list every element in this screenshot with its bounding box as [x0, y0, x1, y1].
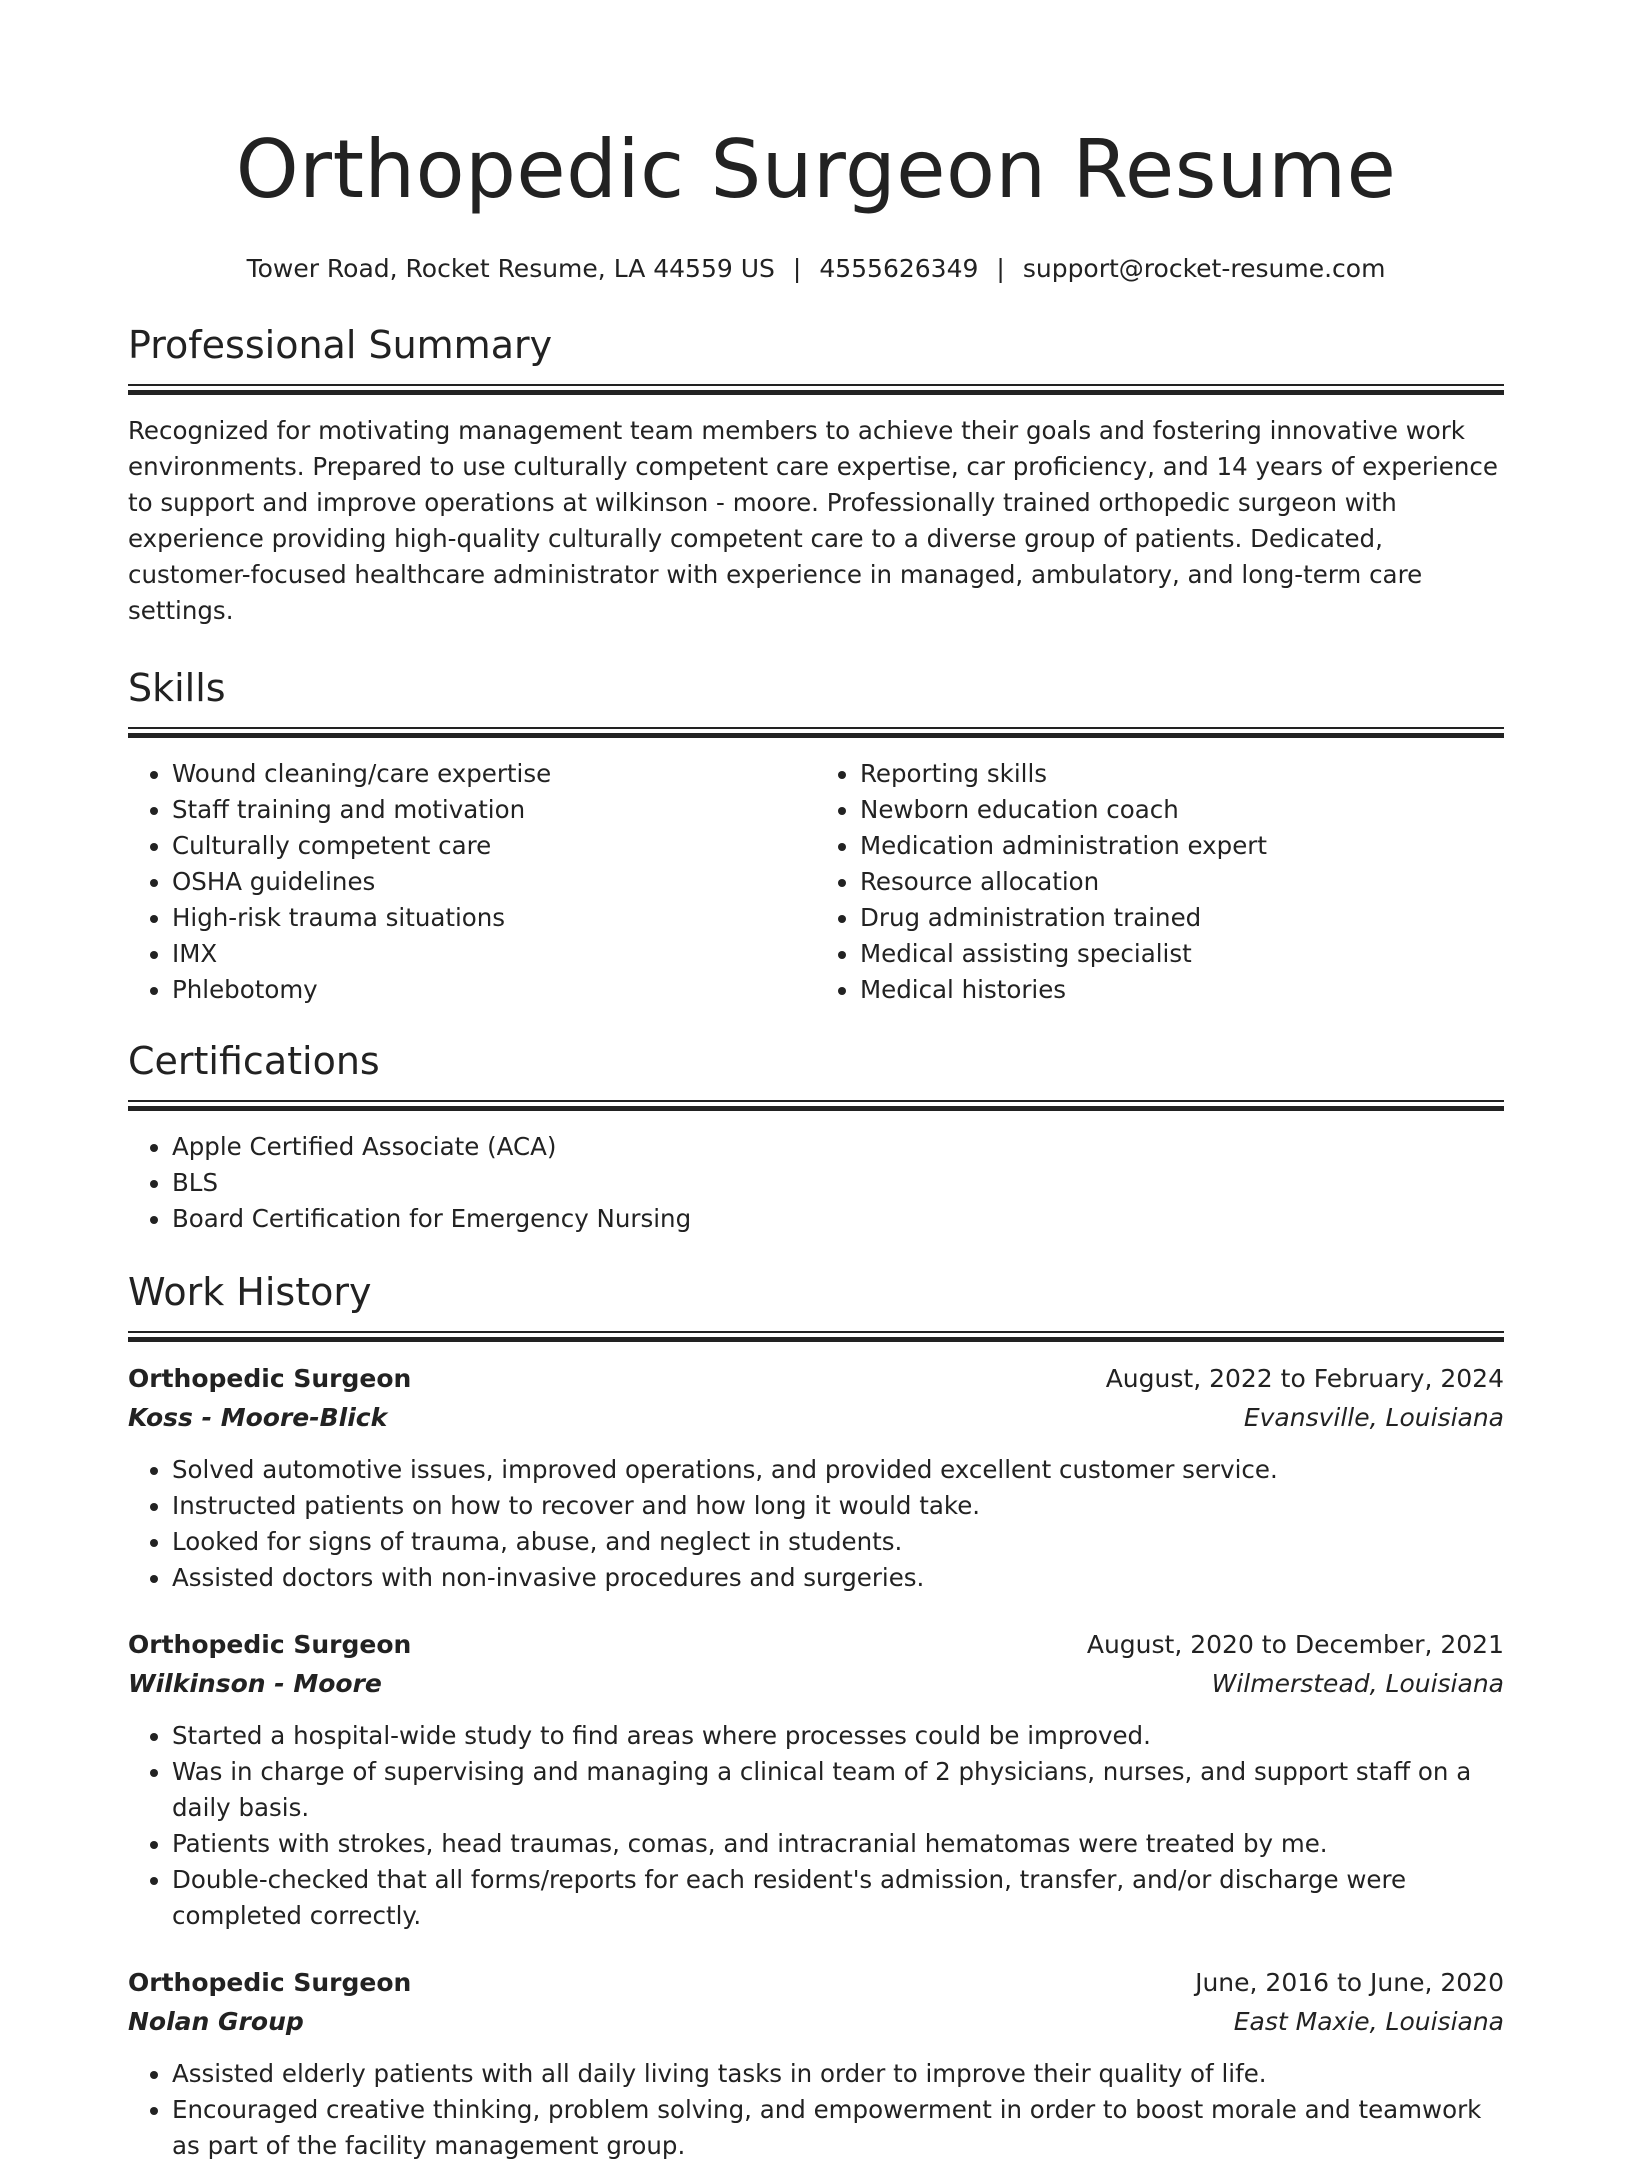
contact-address: Tower Road, Rocket Resume, LA 44559 US: [246, 254, 775, 283]
job-duties-list: [128, 1452, 1504, 1596]
contact-line: [128, 252, 1504, 286]
job-header-row: [128, 1626, 1504, 1664]
skill-item: • IMX: [172, 936, 816, 972]
skill-item: • Drug administration trained: [860, 900, 1504, 936]
skill-item: • Staff training and motivation: [172, 792, 816, 828]
job-duty: • Was in charge of supervising and managing a clinical team of 2 physicians, nurses, and support staff on a daily basis.: [172, 1754, 1504, 1826]
job-duties-list: [128, 2056, 1504, 2164]
job-dates: August, 2022 to February, 2024: [1105, 1364, 1504, 1393]
job-dates: June, 2016 to June, 2020: [1195, 1968, 1504, 1997]
job-dates: August, 2020 to December, 2021: [1086, 1630, 1504, 1659]
section-divider: [128, 1331, 1504, 1342]
skill-item: • Reporting skills: [860, 756, 1504, 792]
job-title: Orthopedic Surgeon: [128, 1968, 412, 1997]
job-header-row: [128, 1964, 1504, 2002]
job-duty: • Encouraged creative thinking, problem solving, and empowerment in order to boost morale and teamwork as part of the facility management group.: [172, 2092, 1504, 2164]
job-location: East Maxie, Louisiana: [1233, 2007, 1504, 2036]
skills-list-left: [128, 756, 816, 1008]
job-duty: • Double-checked that all forms/reports for each resident's admission, transfer, and/or discharge were completed correctly.: [172, 1862, 1504, 1934]
job-duty: • Instructed patients on how to recover and how long it would take.: [172, 1488, 1504, 1524]
summary-text: Recognized for motivating management team members to achieve their goals and fostering innovative work environments. Prepared to use culturally competent care expertise, car proficiency, and 14 years of experience to support and improve operations at wilkinson - moore. Professionally trained orthopedic surgeon with experience providing high-quality culturally competent care to a diverse group of patients. Dedicated, customer-focused healthcare administrator with experience in managed, ambulatory, and long-term care settings.: [128, 416, 1498, 625]
skill-item: • Medical histories: [860, 972, 1504, 1008]
skills-grid: [128, 756, 1504, 1008]
skills-section: [128, 663, 1504, 1008]
job-header-row: [128, 1360, 1504, 1398]
job-company: Wilkinson - Moore: [128, 1669, 382, 1698]
job-duty: • Looked for signs of trauma, abuse, and neglect in students.: [172, 1524, 1504, 1560]
certifications-list: [128, 1129, 1504, 1237]
contact-separator: |: [792, 254, 802, 283]
certification-item: • BLS: [172, 1165, 1504, 1201]
skill-item: • Wound cleaning/care expertise: [172, 756, 816, 792]
job-entry: [128, 1360, 1504, 1596]
skill-item: • Phlebotomy: [172, 972, 816, 1008]
job-company: Nolan Group: [128, 2007, 304, 2036]
certification-item: • Board Certification for Emergency Nursing: [172, 1201, 1504, 1237]
skill-item: • OSHA guidelines: [172, 864, 816, 900]
work-history-heading: Work History: [128, 1270, 372, 1314]
contact-email: support@rocket-resume.com: [1022, 254, 1386, 283]
skill-item: • Resource allocation: [860, 864, 1504, 900]
skill-item: • Culturally competent care: [172, 828, 816, 864]
certifications-section: [128, 1036, 1504, 1237]
job-duty: • Solved automotive issues, improved operations, and provided excellent customer service.: [172, 1452, 1504, 1488]
section-divider: [128, 1100, 1504, 1111]
work-history-section: [128, 1267, 1504, 2164]
job-title: Orthopedic Surgeon: [128, 1630, 412, 1659]
job-entry: [128, 1964, 1504, 2164]
resume-title: Orthopedic Surgeon Resume: [235, 123, 1397, 216]
skills-heading: Skills: [128, 666, 226, 710]
section-divider: [128, 384, 1504, 395]
skill-item: • Medication administration expert: [860, 828, 1504, 864]
job-duty: • Assisted elderly patients with all daily living tasks in order to improve their quality of life.: [172, 2056, 1504, 2092]
summary-heading: Professional Summary: [128, 323, 553, 367]
job-title: Orthopedic Surgeon: [128, 1364, 412, 1393]
skill-item: • High-risk trauma situations: [172, 900, 816, 936]
job-duty: • Patients with strokes, head traumas, comas, and intracranial hematomas were treated by me.: [172, 1826, 1504, 1862]
skill-item: • Medical assisting specialist: [860, 936, 1504, 972]
job-company: Koss - Moore-Blick: [128, 1403, 388, 1432]
section-divider: [128, 727, 1504, 738]
job-entry: [128, 1626, 1504, 1934]
job-company-row: [128, 2002, 1504, 2042]
job-location: Evansville, Louisiana: [1243, 1403, 1504, 1432]
certification-item: • Apple Certified Associate (ACA): [172, 1129, 1504, 1165]
certifications-heading: Certifications: [128, 1039, 380, 1083]
job-duties-list: [128, 1718, 1504, 1934]
job-company-row: [128, 1398, 1504, 1438]
contact-separator: |: [996, 254, 1005, 283]
contact-phone: 4555626349: [819, 254, 979, 283]
job-duty: • Started a hospital-wide study to find areas where processes could be improved.: [172, 1718, 1504, 1754]
job-duty: • Assisted doctors with non-invasive procedures and surgeries.: [172, 1560, 1504, 1596]
job-location: Wilmerstead, Louisiana: [1211, 1669, 1504, 1698]
skill-item: • Newborn education coach: [860, 792, 1504, 828]
skills-column-left: [128, 756, 816, 1008]
skills-list-right: [816, 756, 1504, 1008]
job-company-row: [128, 1664, 1504, 1704]
summary-section: [128, 320, 1504, 629]
skills-column-right: [816, 756, 1504, 1008]
